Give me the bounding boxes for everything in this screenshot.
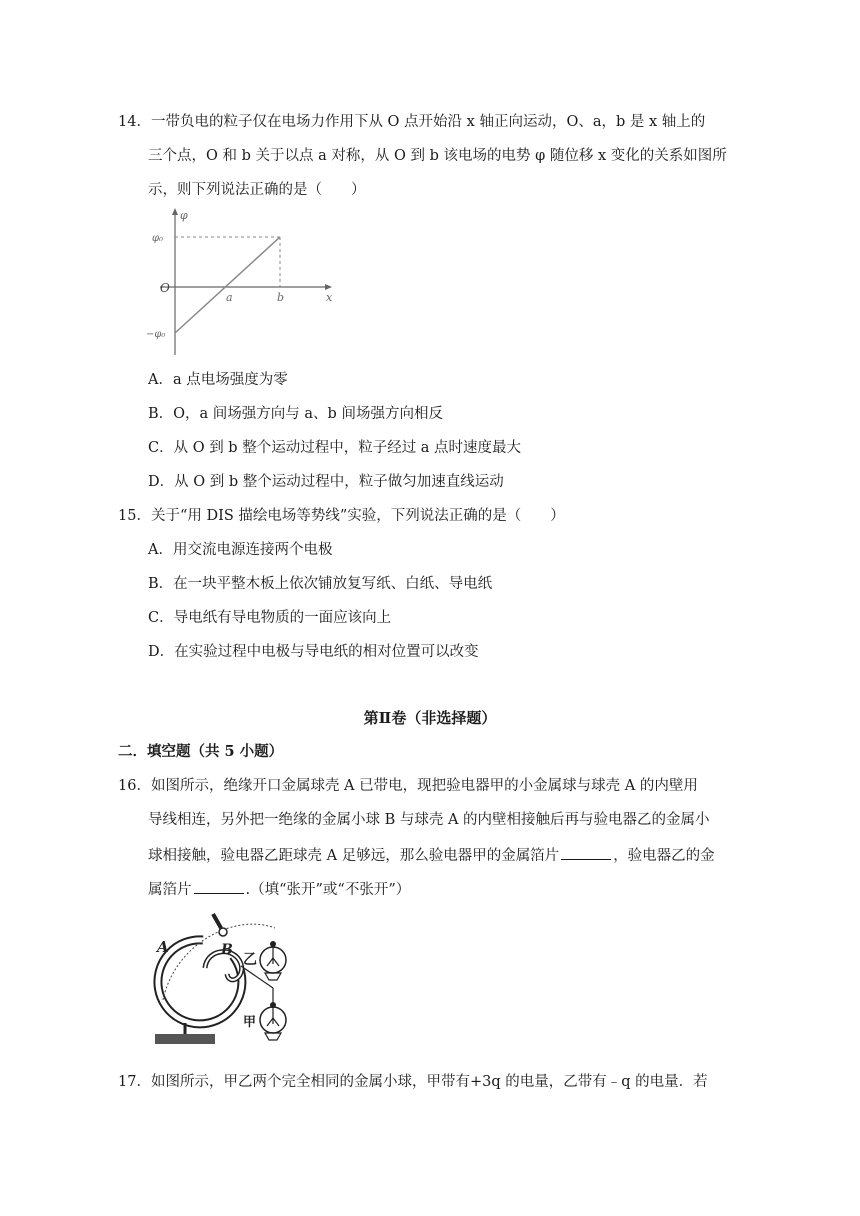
insulating-handle: [213, 914, 221, 928]
q15-option-a: A．用交流电源连接两个电极: [148, 542, 333, 558]
electroscope-figure: [145, 908, 305, 1050]
label-yi: 乙: [243, 952, 257, 968]
part-title: 二．填空题（共 5 小题）: [118, 743, 284, 760]
answer-blank-jia[interactable]: [561, 844, 611, 860]
label-a: A: [157, 938, 169, 956]
q17-stem-line1: 17．如图所示，甲乙两个完全相同的金属小球，甲带有+3q 的电量，乙带有﹣q 的电量．若: [118, 1074, 708, 1090]
q14-stem-line1: 14．一带负电的粒子仅在电场力作用下从 O 点开始沿 x 轴正向运动，O、a，b 是 x 轴上的: [118, 114, 706, 130]
q16-line3-text-a: 球相接触，验电器乙距球壳 A 足够远，那么验电器甲的金属箔片: [148, 848, 560, 864]
metal-ball-b: [219, 928, 227, 936]
potential-line: [175, 237, 280, 333]
neg-phi0-label: −φ₀: [146, 329, 166, 340]
q14-stem-line3: 示，则下列说法正确的是（ ）: [148, 182, 366, 198]
q16-line4-text-b: .（填“张开”或“不张开”）: [245, 882, 411, 898]
q16-line3-text-b: ，验电器乙的金: [613, 848, 715, 864]
x-axis-arrow: [325, 284, 332, 290]
point-a-label: a: [226, 291, 233, 304]
section-title: 第Ⅱ卷（非选择题）: [363, 709, 497, 727]
y-axis-label: φ: [180, 209, 188, 222]
q16-stem-line2: 导线相连，另外把一绝缘的金属小球 B 与球壳 A 的内壁相接触后再与验电器乙的金属小: [148, 812, 710, 828]
dotted-path: [163, 924, 275, 1000]
q14-option-d: D．从 O 到 b 整个运动过程中，粒子做匀加速直线运动: [148, 474, 504, 490]
point-b-label: b: [277, 291, 285, 304]
potential-graph: [140, 205, 340, 360]
q15-option-b: B．在一块平整木板上依次铺放复写纸、白纸、导电纸: [148, 576, 493, 592]
phi0-label: φ₀: [152, 233, 164, 244]
q16-line4-text-a: 属箔片: [148, 882, 192, 898]
q14-stem-line2: 三个点，O 和 b 关于以点 a 对称，从 O 到 b 该电场的电势 φ 随位移 x 变化的关系如图所: [148, 148, 727, 164]
x-axis-label: x: [326, 291, 333, 304]
q14-option-a: A．a 点电场强度为零: [148, 372, 288, 388]
label-b: B: [221, 942, 233, 958]
q16-stem-line3: [148, 844, 715, 866]
q14-option-b: B．O，a 间场强方向与 a、b 间场强方向相反: [148, 406, 443, 422]
q16-stem-line1: 16．如图所示，绝缘开口金属球壳 A 已带电，现把验电器甲的小金属球与球壳 A 的内壁用: [118, 778, 698, 794]
q15-stem: 15．关于“用 DIS 描绘电场等势线”实验，下列说法正确的是（ ）: [118, 508, 565, 524]
shell-base: [155, 1034, 215, 1044]
y-axis-arrow: [172, 208, 178, 215]
electroscope-yi-base: [265, 973, 281, 980]
q16-stem-line4: [148, 878, 410, 900]
electroscope-jia-base: [265, 1033, 281, 1040]
q15-option-d: D．在实验过程中电极与导电纸的相对位置可以改变: [148, 644, 479, 660]
answer-blank-yi[interactable]: [194, 878, 244, 894]
q15-option-c: C．导电纸有导电物质的一面应该向上: [148, 610, 392, 626]
label-jia: 甲: [243, 1015, 257, 1030]
origin-label: O: [160, 281, 170, 295]
q14-option-c: C．从 O 到 b 整个运动过程中，粒子经过 a 点时速度最大: [148, 440, 522, 456]
